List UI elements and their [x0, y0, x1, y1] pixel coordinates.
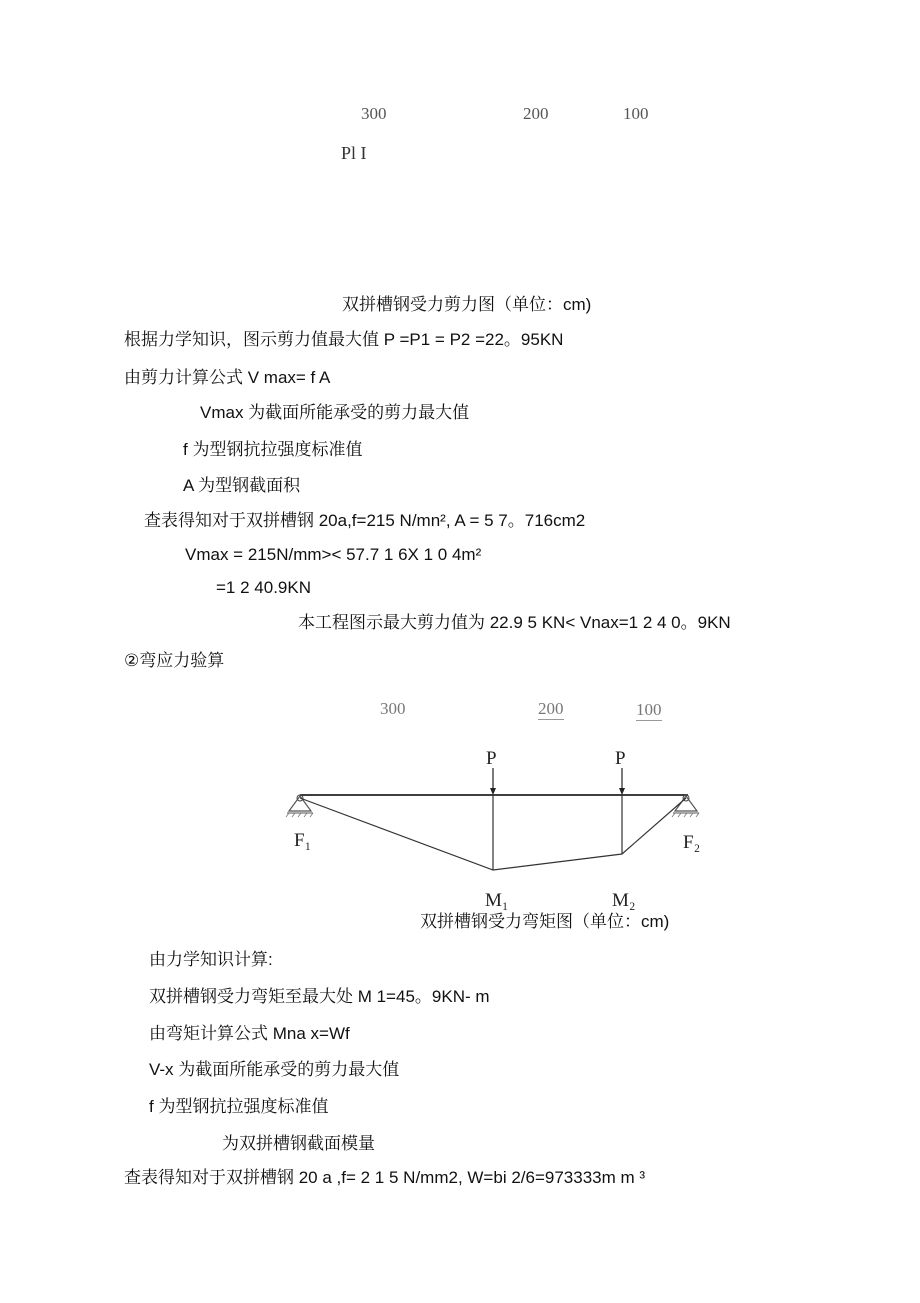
shear-dim-100: 100: [623, 104, 649, 123]
shear-caption: 双拼槽钢受力剪力图（单位：cm): [342, 295, 592, 314]
text-line-6: 查表得知对于双拼槽钢 20a,f=215 N/mn², A = 5 7。716cm2: [144, 511, 586, 530]
moment-dim-200: 200: [538, 699, 564, 718]
label-p2: P: [615, 748, 626, 769]
text-line-5: A 为型钢截面积: [183, 476, 301, 495]
calc-line-6: 为双拼槽钢截面模量: [222, 1134, 375, 1153]
label-m2: M₂: [612, 890, 636, 911]
calc-line-7: 查表得知对于双拼槽钢 20 a ,f= 2 1 5 N/mm2, W=bi 2/6=973333m m ³: [124, 1168, 646, 1187]
calc-line-2: 双拼槽钢受力弯矩至最大处 M 1=45。9KN- m: [149, 987, 490, 1006]
label-p1: P: [486, 748, 497, 769]
moment-caption: 双拼槽钢受力弯矩图（单位：cm): [420, 912, 670, 931]
label-m1: M₁: [485, 890, 509, 911]
left-support-icon: [286, 795, 313, 817]
text-line-7: Vmax = 215N/mm>< 57.7 1 6X 1 0 4m²: [185, 545, 482, 564]
shear-diagram-label: Pl I: [341, 143, 367, 163]
moment-dim-100: 100: [636, 700, 662, 719]
text-line-2: 由剪力计算公式 V max= f A: [124, 368, 331, 387]
shear-dim-200: 200: [523, 104, 549, 123]
load-arrow-p1-icon: [490, 768, 496, 795]
text-line-1: 根据力学知识，图示剪力值最大值 P =P1 = P2 =22。95KN: [124, 330, 564, 349]
bending-moment-diagram: [280, 740, 720, 915]
label-f1: F₁: [294, 830, 312, 851]
text-line-8: =1 2 40.9KN: [216, 578, 311, 597]
label-f2: F₂: [683, 832, 701, 853]
calc-line-5: f 为型钢抗拉强度标准值: [149, 1097, 329, 1116]
shear-dim-300: 300: [361, 104, 387, 123]
text-line-9: 本工程图示最大剪力值为 22.9 5 KN< Vnax=1 2 4 0。9KN: [298, 613, 731, 632]
section-heading: ②弯应力验算: [124, 651, 225, 670]
calc-line-1: 由力学知识计算:: [149, 950, 273, 969]
text-line-4: f 为型钢抗拉强度标准值: [183, 440, 363, 459]
calc-line-4: V-x 为截面所能承受的剪力最大值: [149, 1060, 400, 1079]
text-line-3: Vmax 为截面所能承受的剪力最大值: [200, 403, 470, 422]
moment-dim-300: 300: [380, 699, 406, 718]
load-arrow-p2-icon: [619, 768, 625, 795]
calc-line-3: 由弯矩计算公式 Mna x=Wf: [149, 1024, 350, 1043]
